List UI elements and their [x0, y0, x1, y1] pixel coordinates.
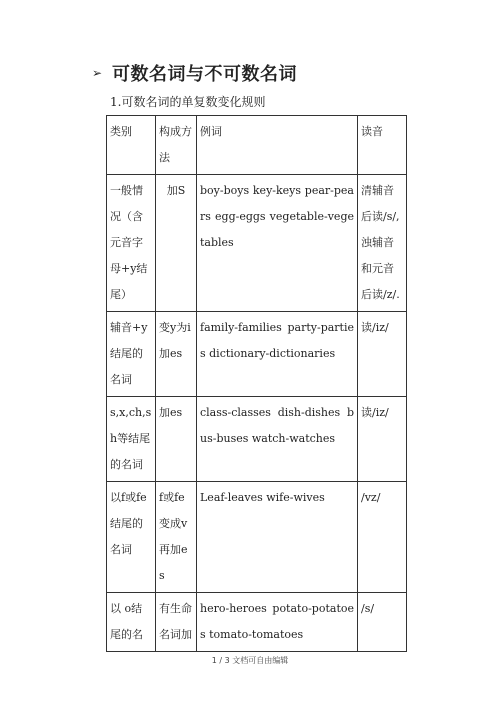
table-row — [107, 397, 407, 482]
page-title: 可数名词与不可数名词 — [112, 64, 297, 85]
cell-examples: family-families party-parties dictionary-dictionaries — [197, 312, 358, 397]
table-row — [107, 593, 407, 652]
cell-examples: hero-heroes potato-potatoes tomato-tomatoes — [197, 593, 358, 652]
cell-category: s,x,ch,sh等结尾的名词 — [107, 397, 156, 482]
arrow-bullet-icon: ➢ — [92, 66, 103, 80]
cell-method: 加es — [156, 397, 197, 482]
cell-method: 加S — [156, 175, 197, 312]
header-category: 类别 — [107, 116, 156, 175]
section-subtitle: 1.可数名词的单复数变化规则 — [110, 95, 266, 109]
cell-method: 变y为i加es — [156, 312, 197, 397]
cell-category: 以 o结尾的名 — [107, 593, 156, 652]
cell-pronunciation: 读/iz/ — [358, 397, 407, 482]
section-heading — [92, 60, 297, 86]
cell-method: 有生命名词加 — [156, 593, 197, 652]
cell-pronunciation: 清辅音后读/s/,浊辅音和元音后读/z/. — [358, 175, 407, 312]
header-method: 构成方法 — [156, 116, 197, 175]
cell-examples: boy-boys key-keys pear-pears egg-eggs vegetable-vegetables — [197, 175, 358, 312]
cell-examples: class-classes dish-dishes bus-buses watch-watches — [197, 397, 358, 482]
cell-category: 辅音+y结尾的名词 — [107, 312, 156, 397]
cell-pronunciation: 读/iz/ — [358, 312, 407, 397]
cell-pronunciation: /vz/ — [358, 482, 407, 593]
table-header-row — [107, 116, 407, 175]
table-row — [107, 175, 407, 312]
cell-category: 以f或fe结尾的名词 — [107, 482, 156, 593]
cell-examples: Leaf-leaves wife-wives — [197, 482, 358, 593]
header-examples: 例词 — [197, 116, 358, 175]
cell-pronunciation: /s/ — [358, 593, 407, 652]
noun-plural-rules-table — [106, 115, 407, 652]
cell-category: 一般情况（含元音字母+y结尾） — [107, 175, 156, 312]
table-row — [107, 482, 407, 593]
page-footer: 1 / 3 文档可自由编辑 — [211, 656, 289, 665]
header-pronunciation: 读音 — [358, 116, 407, 175]
table-row — [107, 312, 407, 397]
cell-method: f或fe变成v再加es — [156, 482, 197, 593]
